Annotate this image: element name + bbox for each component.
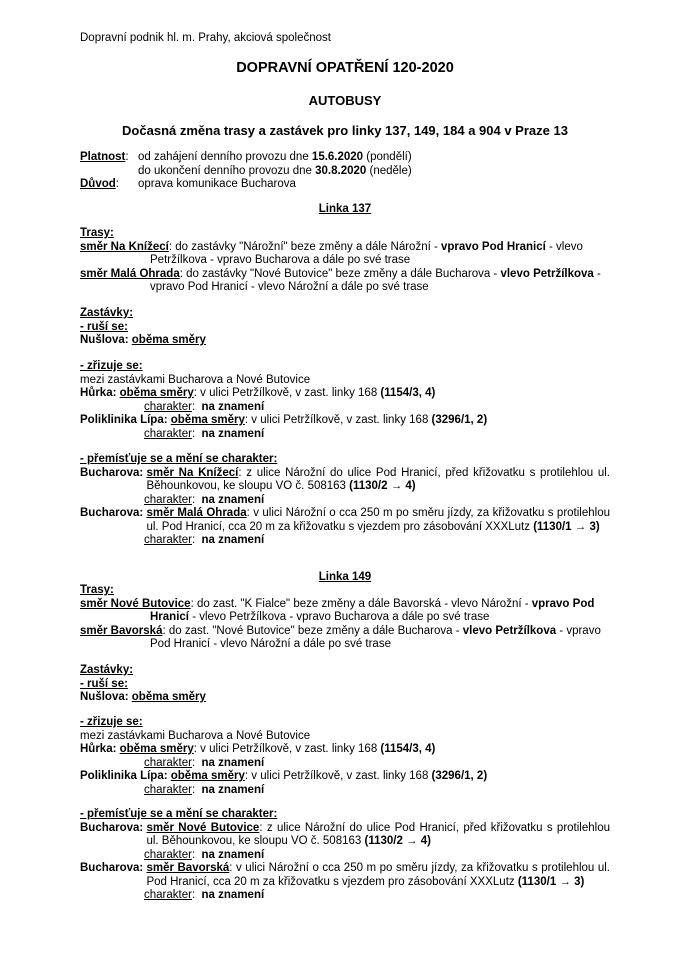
text-span: směr Na Knížecí bbox=[80, 240, 169, 253]
text-span bbox=[80, 507, 610, 534]
text-span: charakter bbox=[144, 427, 192, 440]
validity-label: Platnost bbox=[80, 151, 126, 163]
text-span: : do zastávky "Nové Butovice" beze změny a dále Bucharova - bbox=[179, 267, 501, 280]
text-span bbox=[80, 808, 610, 822]
text-span: vpravo Pod bbox=[531, 597, 595, 610]
text-span: směr Bavorská bbox=[80, 624, 163, 637]
text-span bbox=[80, 178, 610, 192]
text-span: charakter: na znamení bbox=[144, 534, 265, 546]
text-span: charakter: na znamení bbox=[144, 493, 265, 506]
text-span: Hůrka: bbox=[80, 743, 120, 755]
text-span bbox=[80, 307, 610, 321]
text-span: (1154/3, 4) bbox=[380, 387, 436, 399]
text-span: charakter bbox=[144, 534, 192, 546]
text-span bbox=[80, 334, 610, 348]
text-span: oběma směry bbox=[131, 691, 206, 703]
text-span: vlevo Petržílkova bbox=[462, 624, 557, 637]
text-span: Nušlova: bbox=[80, 334, 132, 346]
text-span: do ukončení denního provozu dne bbox=[138, 164, 316, 177]
text-span: : v ulici Petržílkově, v zast. linky 168 bbox=[193, 743, 381, 755]
text-span: (1154/3, 4) bbox=[380, 743, 436, 755]
text-span: na znamení bbox=[201, 534, 265, 546]
route-item bbox=[80, 598, 610, 612]
line-149-new-stops bbox=[80, 716, 610, 797]
text-span bbox=[80, 151, 138, 178]
text-span bbox=[80, 360, 610, 374]
text-span: na znamení bbox=[201, 783, 265, 796]
text-span: mezi zastávkami Bucharova a Nové Butovice bbox=[80, 729, 311, 742]
text-span: - vlevo Petržílkova - vpravo Bucharova a dále po své trase bbox=[189, 611, 490, 623]
text-span: : v ulici Petržílkově, v zast. linky 168 bbox=[244, 414, 432, 426]
text-span: charakter: na znamení bbox=[144, 427, 265, 440]
line-137-routes bbox=[80, 227, 610, 295]
text-span bbox=[146, 507, 610, 534]
text-span: směr Nové Butovice bbox=[80, 597, 191, 610]
reason-label: Důvod bbox=[80, 178, 116, 190]
text-span: Zastávky: bbox=[80, 307, 134, 319]
text-span: oběma směry bbox=[119, 743, 194, 755]
text-span: Petržílkova - vpravo Bucharova a dále po své trase bbox=[150, 254, 411, 266]
text-span: : bbox=[115, 178, 119, 190]
text-span: směr Malá Ohrada bbox=[80, 267, 180, 280]
text-span bbox=[80, 321, 610, 335]
text-span: vpravo Pod Hranicí - vlevo Nárožní a dále po své trase bbox=[150, 281, 429, 293]
text-span: - přemísťuje se a mění se charakter: bbox=[80, 808, 278, 820]
text-span bbox=[80, 664, 610, 678]
text-span: : v ulici Nárožní o cca 250 m po směru jízdy, za křižovatku s protilehlou ul. Pod Hranicí, cca 20 m za křižovatku s vjezdem pro zásobování XXXLutz bbox=[146, 507, 610, 533]
text-span: - ruší se: bbox=[80, 320, 128, 333]
text-span: : v ulici Petržílkově, v zast. linky 168 bbox=[193, 387, 381, 399]
text-span: na znamení bbox=[201, 848, 265, 861]
text-span: charakter: na znamení bbox=[144, 756, 265, 769]
text-span bbox=[146, 862, 610, 889]
text-span: Hranicí bbox=[150, 611, 189, 623]
text-span: Poliklinika Lípa: bbox=[80, 770, 171, 782]
text-span: : do zast. "Nové Butovice" beze změny a dále Bucharova - bbox=[162, 624, 463, 637]
text-span bbox=[138, 151, 412, 178]
text-span: - ruší se: bbox=[80, 677, 128, 690]
text-span bbox=[80, 743, 610, 757]
text-span: charakter bbox=[144, 889, 192, 901]
text-span: charakter: na znamení bbox=[144, 400, 265, 413]
route-item bbox=[80, 625, 610, 639]
text-span: Nušlova: bbox=[80, 691, 132, 703]
text-span: charakter: na znamení bbox=[144, 783, 265, 796]
text-span: oběma směry bbox=[131, 334, 206, 346]
text-span: Zastávky: bbox=[80, 664, 134, 676]
text-span: Pod Hranicí - vlevo Nárožní a dále po své trase bbox=[150, 638, 391, 650]
text-span: (neděle) bbox=[366, 164, 412, 177]
text-span: (3296/1, 2) bbox=[431, 770, 488, 782]
line-149-routes bbox=[80, 584, 610, 652]
text-span bbox=[80, 453, 610, 467]
text-span: směr Nové Butovice bbox=[146, 821, 260, 834]
text-span bbox=[80, 611, 610, 625]
line-137-stops bbox=[80, 307, 610, 348]
text-span bbox=[80, 770, 610, 784]
text-span: na znamení bbox=[201, 427, 265, 440]
line-149-title: Linka 149 bbox=[318, 571, 372, 583]
text-span: vpravo Pod Hranicí bbox=[441, 240, 546, 253]
text-span: na znamení bbox=[201, 400, 265, 413]
text-span bbox=[80, 584, 610, 598]
text-span: - bbox=[593, 267, 601, 280]
document-heading: Dočasná změna trasy a zastávek pro linky 137, 149, 184 a 904 v Praze 13 bbox=[122, 123, 568, 138]
text-span: charakter bbox=[144, 848, 192, 861]
text-span: : z ulice Nárožní do ulice Pod Hranicí, před křižovatku s protilehlou ul. Běhounkovou, ke sloupu VO č. 508163 bbox=[146, 821, 610, 847]
line-137-title: Linka 137 bbox=[318, 203, 372, 215]
text-span: na znamení bbox=[201, 889, 265, 901]
text-span bbox=[80, 151, 610, 178]
text-span bbox=[80, 387, 610, 401]
text-span bbox=[80, 227, 610, 241]
text-span: na znamení bbox=[201, 493, 265, 506]
text-span: : v ulici Petržílkově, v zast. linky 168 bbox=[244, 770, 432, 782]
line-137-new-stops bbox=[80, 360, 610, 441]
text-span: mezi zastávkami Bucharova a Nové Butovice bbox=[80, 373, 311, 386]
text-span: směr Bavorská bbox=[146, 862, 230, 874]
validity-from-date: 15.6.2020 bbox=[311, 151, 364, 163]
text-span bbox=[146, 822, 610, 849]
text-span: : do zastávky "Nárožní" beze změny a dále Nárožní - bbox=[168, 240, 442, 253]
text-span: charakter bbox=[144, 756, 192, 769]
text-span: směr Malá Ohrada bbox=[146, 507, 247, 519]
text-span: Trasy: bbox=[80, 227, 114, 239]
text-span: : z ulice Nárožní do ulice Pod Hranicí, před křižovatku s protilehlou ul. Běhounkovou, ke sloupu VO č. 508163 bbox=[146, 466, 610, 492]
document-subtitle: AUTOBUSY bbox=[308, 93, 382, 108]
text-span: : bbox=[125, 151, 129, 163]
text-span bbox=[80, 414, 610, 428]
text-span: charakter: na znamení bbox=[144, 889, 265, 901]
text-span bbox=[80, 716, 610, 730]
text-span: od zahájení denního provozu dne bbox=[138, 151, 312, 163]
text-span: Poliklinika Lípa: bbox=[80, 414, 171, 426]
text-span: (1130/1 → 3) bbox=[517, 875, 585, 888]
text-span: (1130/2 → 4) bbox=[349, 480, 416, 492]
text-span: (1130/2 → 4) bbox=[364, 835, 431, 847]
text-span: (3296/1, 2) bbox=[431, 414, 488, 426]
text-span: oběma směry bbox=[170, 414, 245, 426]
text-span: Bucharova: bbox=[80, 507, 147, 519]
text-span: : do zast. "K Fialce" beze změny a dále Bavorská - vlevo Nárožní - bbox=[190, 597, 532, 610]
text-span: na znamení bbox=[201, 756, 265, 769]
text-span bbox=[80, 691, 610, 705]
text-span: oběma směry bbox=[170, 770, 245, 782]
text-span: Bucharova: bbox=[80, 821, 147, 834]
document-title: DOPRAVNÍ OPATŘENÍ 120-2020 bbox=[236, 60, 454, 76]
text-span: charakter: na znamení bbox=[144, 848, 265, 861]
text-span bbox=[146, 467, 610, 494]
route-item bbox=[80, 268, 610, 282]
text-span: charakter bbox=[144, 493, 192, 506]
line-137-moved-stops bbox=[80, 453, 610, 548]
text-span: oběma směry bbox=[119, 387, 194, 399]
reason-text: oprava komunikace Bucharova bbox=[138, 178, 296, 190]
text-span bbox=[80, 678, 610, 692]
text-span: vlevo Petržílkova bbox=[500, 267, 594, 280]
text-span: charakter bbox=[144, 400, 192, 413]
text-span bbox=[80, 467, 610, 494]
text-span: : v ulici Nárožní o cca 250 m po směru jízdy, za křižovatku s protilehlou ul. Pod Hranicí, cca 20 m za křižovatku s vjezdem pro zásobování XXXLutz bbox=[146, 862, 610, 888]
text-span: - vlevo bbox=[545, 240, 583, 253]
text-span: Hůrka: bbox=[80, 387, 120, 399]
text-span: (pondělí) bbox=[363, 151, 412, 163]
text-span: Trasy: bbox=[80, 584, 114, 596]
text-span: Bucharova: bbox=[80, 466, 147, 479]
line-149-stops bbox=[80, 664, 610, 705]
text-span: - zřizuje se: bbox=[80, 716, 143, 728]
text-span: (1130/1 → 3) bbox=[533, 520, 600, 533]
text-span: - přemísťuje se a mění se charakter: bbox=[80, 453, 278, 465]
validity-to-date: 30.8.2020 bbox=[315, 164, 367, 177]
text-span: směr Na Knížecí bbox=[146, 466, 239, 479]
text-span: - zřizuje se: bbox=[80, 360, 143, 372]
route-item bbox=[80, 241, 610, 255]
line-149-moved-stops bbox=[80, 808, 610, 903]
text-span: Bucharova: bbox=[80, 862, 147, 874]
text-span: - vpravo bbox=[556, 624, 601, 637]
text-span bbox=[80, 822, 610, 849]
validity-block bbox=[80, 151, 610, 192]
organization-name: Dopravní podnik hl. m. Prahy, akciová společnost bbox=[80, 32, 331, 44]
text-span bbox=[80, 862, 610, 889]
text-span: charakter bbox=[144, 783, 192, 796]
text-span bbox=[80, 178, 138, 192]
